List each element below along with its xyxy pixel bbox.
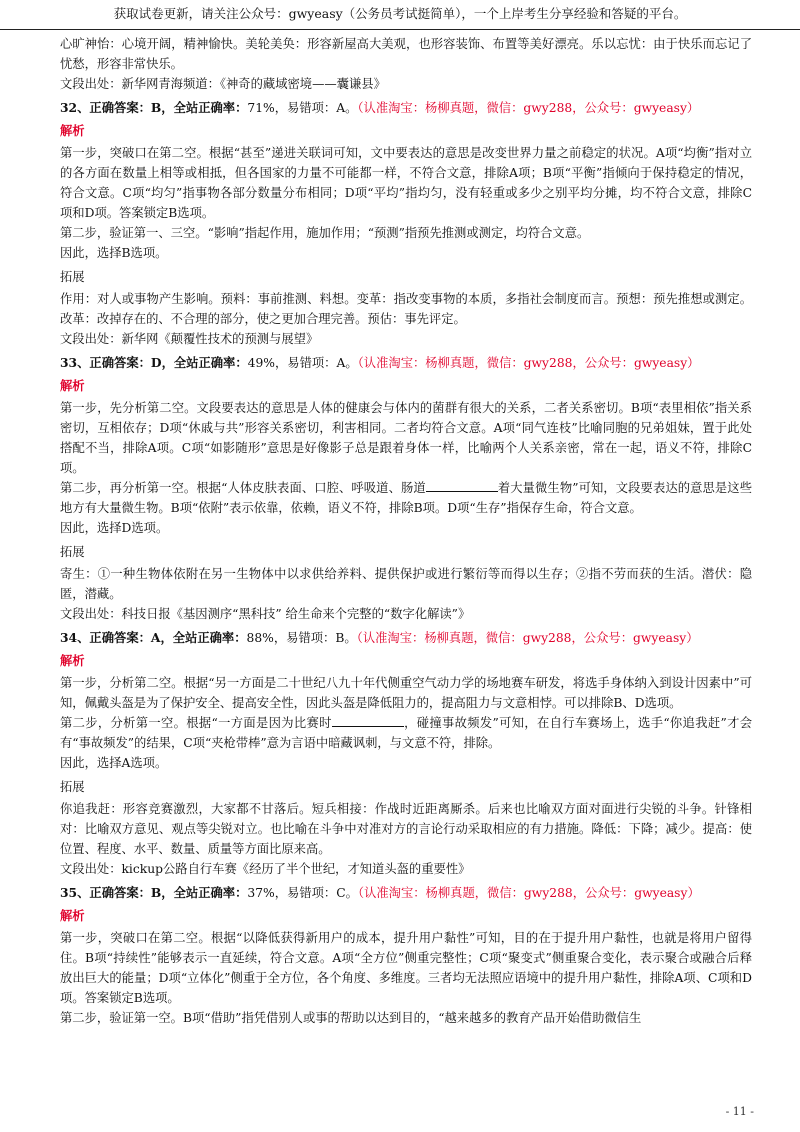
promo-text: （认准淘宝：杨柳真题，微信：gwy288，公众号：gwyeasy） — [357, 886, 700, 900]
page-number: - 11 - — [725, 1105, 754, 1118]
analysis-title: 解析 — [60, 123, 85, 138]
extension-title: 拓展 — [60, 780, 85, 794]
extension-paragraph: 文段出处：kickup公路自行车赛《经历了半个世纪，才知道头盔的重要性》 — [60, 862, 471, 876]
promo-text: （认准淘宝：杨柳真题，微信：gwy288，公众号：gwyeasy） — [356, 631, 699, 645]
analysis-paragraph: 第二步，分析第一空。根据“一方面是因为比赛时 ，碰撞事故频发”可知，在自行车赛场上，选手“你追我赶”才会有“事故频发”的结果，C项“夹枪带棒”意为言语中暗藏讽刺，与文意不符，排除。 — [60, 716, 752, 750]
accuracy-stat: 88%，易错项：B。 — [246, 631, 357, 645]
analysis-paragraph: 第一步，突破口在第二空。根据“甚至”递进关联词可知，文中要表达的意思是改变世界力量之前稳定的状况。A项“均衡”指对立的各方面在数量上相等或相抵，但各国家的力量不可能都一样，不符合文意，排除A项；B项“平衡”指倾向于保持稳定的情况，符合文意。C项“均匀”指事物各部分数量分布相同；D项“平均”指均匀，没有轻重或多少之别平均分摊，均不符合文意，排除C项和D项。答案锁定B选项。 — [60, 146, 752, 220]
promo-text: （认准淘宝：杨柳真题，微信：gwy288，公众号：gwyeasy） — [357, 101, 700, 115]
question-header — [60, 628, 752, 648]
question-block — [60, 353, 752, 624]
accuracy-stat: 71%，易错项：A。 — [247, 101, 358, 115]
analysis-paragraph: 第一步，先分析第二空。文段要表达的意思是人体的健康会与体内的菌群有很大的关系，二者关系密切。B项“表里相依”指关系密切，互相依存；D项“休戚与共”形容关系密切，利害相同。二者均符合文意。A项“同气连枝”比喻同胞的兄弟姐妹，置于此处搭配不当，排除A项。C项“如影随形”意思是好像影子总是跟着身体一样，比喻两个人关系亲密，常在一起，语义不符，排除C项。 — [60, 401, 752, 475]
intro-source: 文段出处：新华网青海频道：《神奇的藏域密境——囊谦县》 — [60, 77, 386, 91]
analysis-paragraph: 第二步，验证第一、三空。“影响”指起作用，施加作用；“预测”指预先推测或测定，均符合文意。 — [60, 226, 590, 240]
correct-answer: 正确答案：D，全站正确率： — [89, 355, 248, 370]
analysis-paragraph: 第二步，验证第一空。B项“借助”指凭借别人或事的帮助以达到目的，“越来越多的教育产品开始借助微信生 — [60, 1011, 642, 1025]
correct-answer: 正确答案：B，全站正确率： — [89, 100, 248, 115]
fill-in-blank — [332, 714, 404, 727]
analysis-paragraph: 第一步，突破口在第二空。根据“以降低获得新用户的成本，提升用户黏性”可知，目的在于提升用户黏性，也就是将用户留得住。B项“持续性”能够表示一直延续，符合文意。A项“全方位”侧重完整性；C项“聚变式”侧重聚合变化，表示聚合或融合后释放出巨大的能量；D项“立体化”侧重于全方位，各个角度、多维度。三者均无法照应语境中的提升用户黏性，排除A项、C项和D项。答案锁定B选项。 — [60, 931, 752, 1005]
question-header — [60, 98, 752, 118]
intro-block — [60, 34, 752, 94]
question-number: 35、 — [60, 885, 90, 900]
analysis-paragraph: 因此，选择A选项。 — [60, 756, 168, 770]
extension-paragraph: 文段出处：科技日报《基因测序“黑科技” 给生命来个完整的“数字化解读”》 — [60, 607, 471, 621]
document-body — [60, 34, 752, 1102]
extension-paragraph: 作用：对人或事物产生影响。预料：事前推测、料想。变革：指改变事物的本质，多指社会制度而言。预想：预先推想或测定。改革：改掉存在的、不合理的部分，使之更加合理完善。预估：事先评定。 — [60, 292, 752, 326]
fill-in-blank — [426, 479, 498, 492]
intro-line: 心旷神怡：心境开阔，精神愉快。美轮美奂：形容新屋高大美观，也形容装饰、布置等美好漂亮。乐以忘忧：由于快乐而忘记了忧愁，形容非常快乐。 — [60, 37, 752, 71]
analysis-paragraph: 因此，选择D选项。 — [60, 521, 169, 535]
analysis-paragraph: 因此，选择B选项。 — [60, 246, 168, 260]
extension-paragraph: 寄生：①一种生物体依附在另一生物体中以求供给养料、提供保护或进行繁衍等而得以生存；②指不劳而获的生活。潜伏：隐匿，潜藏。 — [60, 567, 752, 601]
extension-paragraph: 文段出处：新华网《颠覆性技术的预测与展望》 — [60, 332, 319, 346]
header-text: 获取试卷更新，请关注公众号：gwyeasy（公务员考试挺简单），一个上岸考生分享经验和答疑的平台。 — [113, 6, 687, 21]
page-header — [0, 0, 800, 30]
question-header — [60, 353, 752, 373]
extension-title: 拓展 — [60, 545, 85, 559]
analysis-title: 解析 — [60, 378, 85, 393]
analysis-paragraph: 第一步，分析第二空。根据“另一方面是二十世纪八九十年代侧重空气动力学的场地赛车研发，将选手身体纳入到设计因素中”可知，佩戴头盔是为了保护安全、提高安全性，因此头盔是降低阻力的，提高阻力与文意相悖。可以排除B、D选项。 — [60, 676, 752, 710]
question-number: 33、 — [60, 355, 90, 370]
accuracy-stat: 37%，易错项：C。 — [247, 886, 358, 900]
analysis-title: 解析 — [60, 908, 85, 923]
question-block — [60, 628, 752, 879]
question-header — [60, 883, 752, 903]
analysis-paragraph: 第二步，再分析第一空。根据“人体皮肤表面、口腔、呼吸道、肠道 着大量微生物”可知，文段要表达的意思是这些地方有大量微生物。B项“依附”表示依靠，依赖，语义不符，排除B项。D项“生存”指保存生命，符合文意。 — [60, 481, 752, 515]
analysis-title: 解析 — [60, 653, 85, 668]
promo-text: （认准淘宝：杨柳真题，微信：gwy288，公众号：gwyeasy） — [357, 356, 700, 370]
extension-title: 拓展 — [60, 270, 85, 284]
question-number: 32、 — [60, 100, 90, 115]
correct-answer: 正确答案：B，全站正确率： — [89, 885, 248, 900]
question-number: 34、 — [60, 630, 90, 645]
question-block — [60, 98, 752, 349]
extension-paragraph: 你追我赶：形容竞赛激烈，大家都不甘落后。短兵相接：作战时近距离厮杀。后来也比喻双方面对面进行尖锐的斗争。针锋相对：比喻双方意见、观点等尖锐对立。也比喻在斗争中对准对方的言论行动采取相应的有力措施。降低：下降；减少。提高：使位置、程度、水平、数量、质量等方面比原来高。 — [60, 802, 752, 856]
accuracy-stat: 49%，易错项：A。 — [247, 356, 358, 370]
correct-answer: 正确答案：A，全站正确率： — [89, 630, 247, 645]
question-block — [60, 883, 752, 1028]
